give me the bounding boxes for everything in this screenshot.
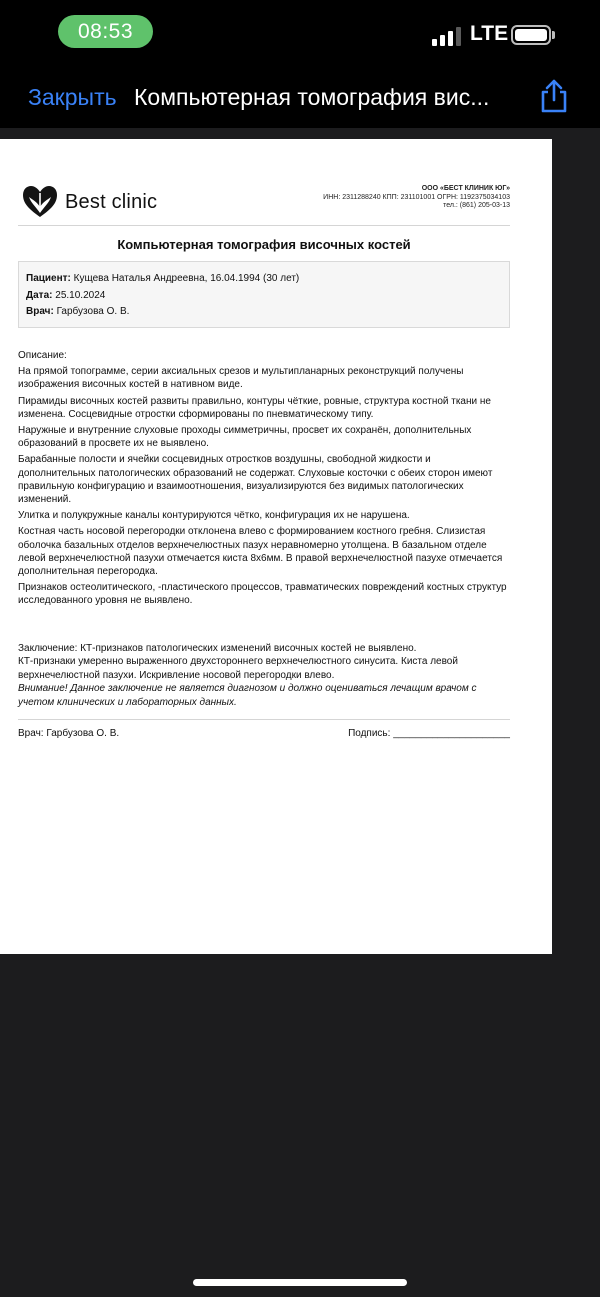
- status-time[interactable]: 08:53: [58, 15, 153, 48]
- conclusion-line: КТ-признаки умеренно выраженного двухстороннего верхнечелюстного синусита. Киста левой верхнечелюстной пазухи. Искривление носовой перегородки влево.: [18, 656, 458, 681]
- home-indicator[interactable]: [193, 1279, 407, 1286]
- company-details: [323, 185, 510, 211]
- close-button[interactable]: Закрыть: [28, 84, 117, 110]
- disclaimer-note: Внимание! Данное заключение не является диагнозом и должно оцениваться лечащим врачом с учетом клинических и лабораторных данных.: [18, 683, 477, 708]
- battery-level: [515, 29, 547, 41]
- description-paragraph: Костная часть носовой перегородки отклонена влево с формированием костного гребня. Слизистая оболочка базальных отделов верхнечелюстных пазух неравномерно утолщена. В базальном отделе левой верхнечелюстной пазухи отмечается киста 8х6мм. В правой верхнечелюстной пазухе отмечается дополнительная перегородка.: [18, 526, 503, 578]
- document-title: Компьютерная томография вис...: [134, 84, 490, 110]
- description-heading: Описание:: [18, 350, 67, 361]
- description-paragraph: Наружные и внутренние слуховые проходы симметричны, просвет их сохранён, дополнительных образований в просвете их не выявлено.: [18, 425, 472, 450]
- share-icon[interactable]: [537, 78, 571, 114]
- description-paragraph: Признаков остеолитического, -пластического процессов, травматических повреждений костных структур исследованного уровня не выявлено.: [18, 582, 507, 607]
- battery-cap: [552, 31, 555, 39]
- doctor-row: Врач: Гарбузова О. В.: [26, 306, 130, 317]
- network-type: LTE: [470, 22, 509, 45]
- company-ids: ИНН: 2311288240 КПП: 231101001 ОГРН: 1192375034103: [323, 193, 510, 201]
- description-section: [18, 349, 510, 611]
- company-phone: тел.: (861) 205-03-13: [443, 202, 510, 209]
- description-paragraph: На прямой топограмме, серии аксиальных срезов и мультипланарных реконструкций получены изображения височных костей в нативном виде.: [18, 366, 464, 391]
- description-paragraph: Барабанные полости и ячейки сосцевидных отростков воздушны, свободной жидкости и дополнительных патологических образований не содержат. Слуховые косточки с обеих сторон имеют правильную конфигурацию и взаимоотношения, визуализируются без видимых патологических изменений.: [18, 454, 493, 506]
- conclusion-section: [18, 642, 510, 709]
- signature-line: Подпись: _____________________: [348, 728, 510, 739]
- status-bar: [0, 0, 600, 64]
- document-page[interactable]: [0, 139, 552, 954]
- clinic-brand-name: Best clinic: [65, 191, 158, 213]
- conclusion-line: Заключение: КТ-признаков патологических изменений височных костей не выявлено.: [18, 643, 417, 654]
- battery-icon: [511, 25, 551, 45]
- footer-doctor: Врач: Гарбузова О. В.: [18, 728, 120, 739]
- navigation-bar: [0, 64, 600, 128]
- date-row: Дата: 25.10.2024: [26, 289, 106, 301]
- signal-strength-icon: [432, 26, 464, 46]
- report-title: Компьютерная томография височных костей: [117, 237, 411, 252]
- header-divider: [18, 225, 510, 226]
- description-paragraph: Улитка и полукружные каналы контурируются чётко, конфигурация их не нарушена.: [18, 510, 410, 522]
- company-name: ООО «БЕСТ КЛИНИК ЮГ»: [421, 185, 510, 192]
- patient-row: Пациент: Кущева Наталья Андреевна, 16.04.1994 (30 лет): [26, 273, 300, 284]
- footer-divider: [18, 719, 510, 720]
- clinic-logo-icon: [20, 183, 60, 219]
- description-paragraph: Пирамиды височных костей развиты правильно, контуры чёткие, ровные, структура костной ткани не изменена. Сосцевидные отростки сформированы по пневматическому типу.: [18, 395, 491, 420]
- patient-info-box: [18, 261, 510, 328]
